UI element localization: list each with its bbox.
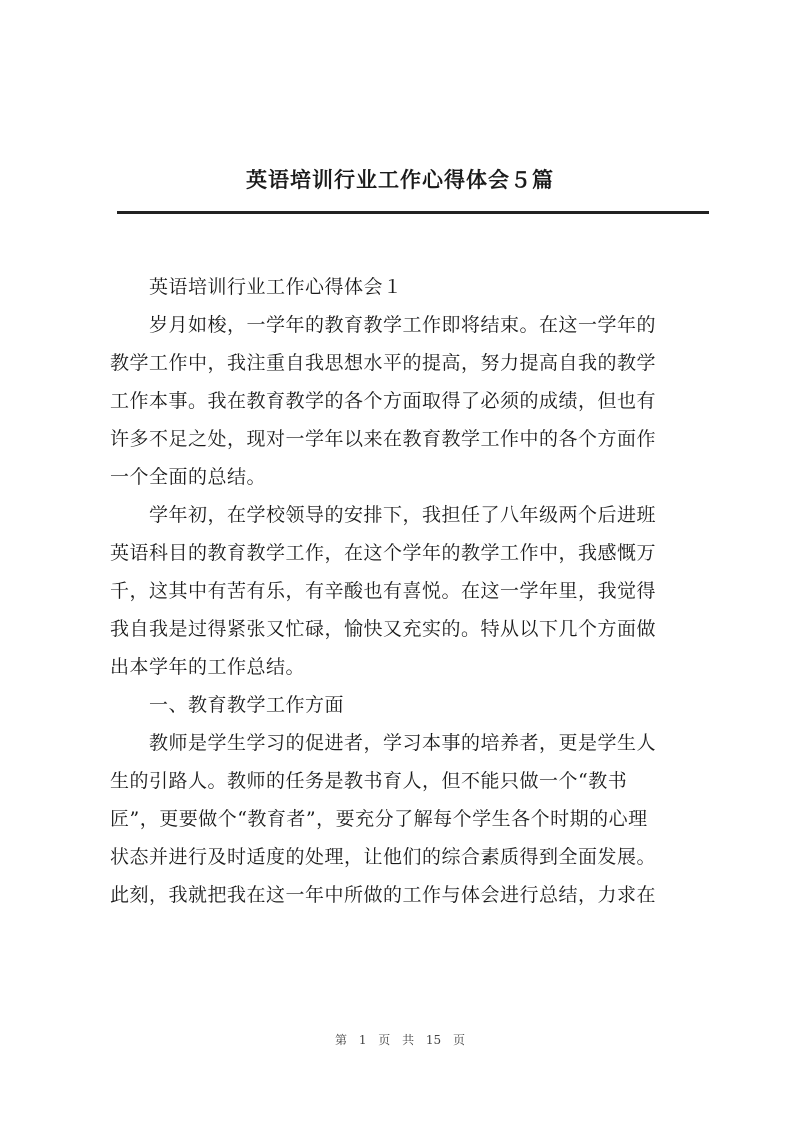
body-line: 英语培训行业工作心得体会１ [110, 276, 403, 298]
document-body [110, 268, 710, 914]
body-line: 英语科目的教育教学工作，在这个学年的教学工作中，我感慨万 [110, 542, 657, 564]
body-line: 千，这其中有苦有乐，有辛酸也有喜悦。在这一学年里，我觉得 [110, 580, 657, 602]
page-footer: 第 1 页 共 15 页 [335, 1033, 465, 1047]
body-line: 状态并进行及时适度的处理，让他们的综合素质得到全面发展。 [110, 846, 657, 868]
section-heading: 一、教育教学工作方面 [110, 694, 345, 716]
body-line: 工作本事。我在教育教学的各个方面取得了必须的成绩，但也有 [110, 390, 657, 412]
body-line: 此刻，我就把我在这一年中所做的工作与体会进行总结，力求在 [110, 884, 657, 906]
title-divider [117, 211, 709, 214]
body-line: 教学工作中，我注重自我思想水平的提高，努力提高自我的教学 [110, 352, 657, 374]
body-line: 学年初，在学校领导的安排下，我担任了八年级两个后进班 [110, 504, 657, 526]
body-line: 出本学年的工作总结。 [110, 656, 306, 678]
body-line: 教师是学生学习的促进者，学习本事的培养者，更是学生人 [110, 732, 657, 754]
body-line: 许多不足之处，现对一学年以来在教育教学工作中的各个方面作 [110, 428, 657, 450]
body-line: 生的引路人。教师的任务是教书育人，但不能只做一个“教书 [110, 770, 628, 792]
body-line: 我自我是过得紧张又忙碌，愉快又充实的。特从以下几个方面做 [110, 618, 657, 640]
body-line: 一个全面的总结。 [110, 466, 267, 488]
page-title: 英语培训行业工作心得体会５篇 [246, 167, 554, 192]
body-line: 匠”，更要做个“教育者”，要充分了解每个学生各个时期的心理 [110, 808, 648, 830]
body-line: 岁月如梭，一学年的教育教学工作即将结束。在这一学年的 [110, 314, 657, 336]
